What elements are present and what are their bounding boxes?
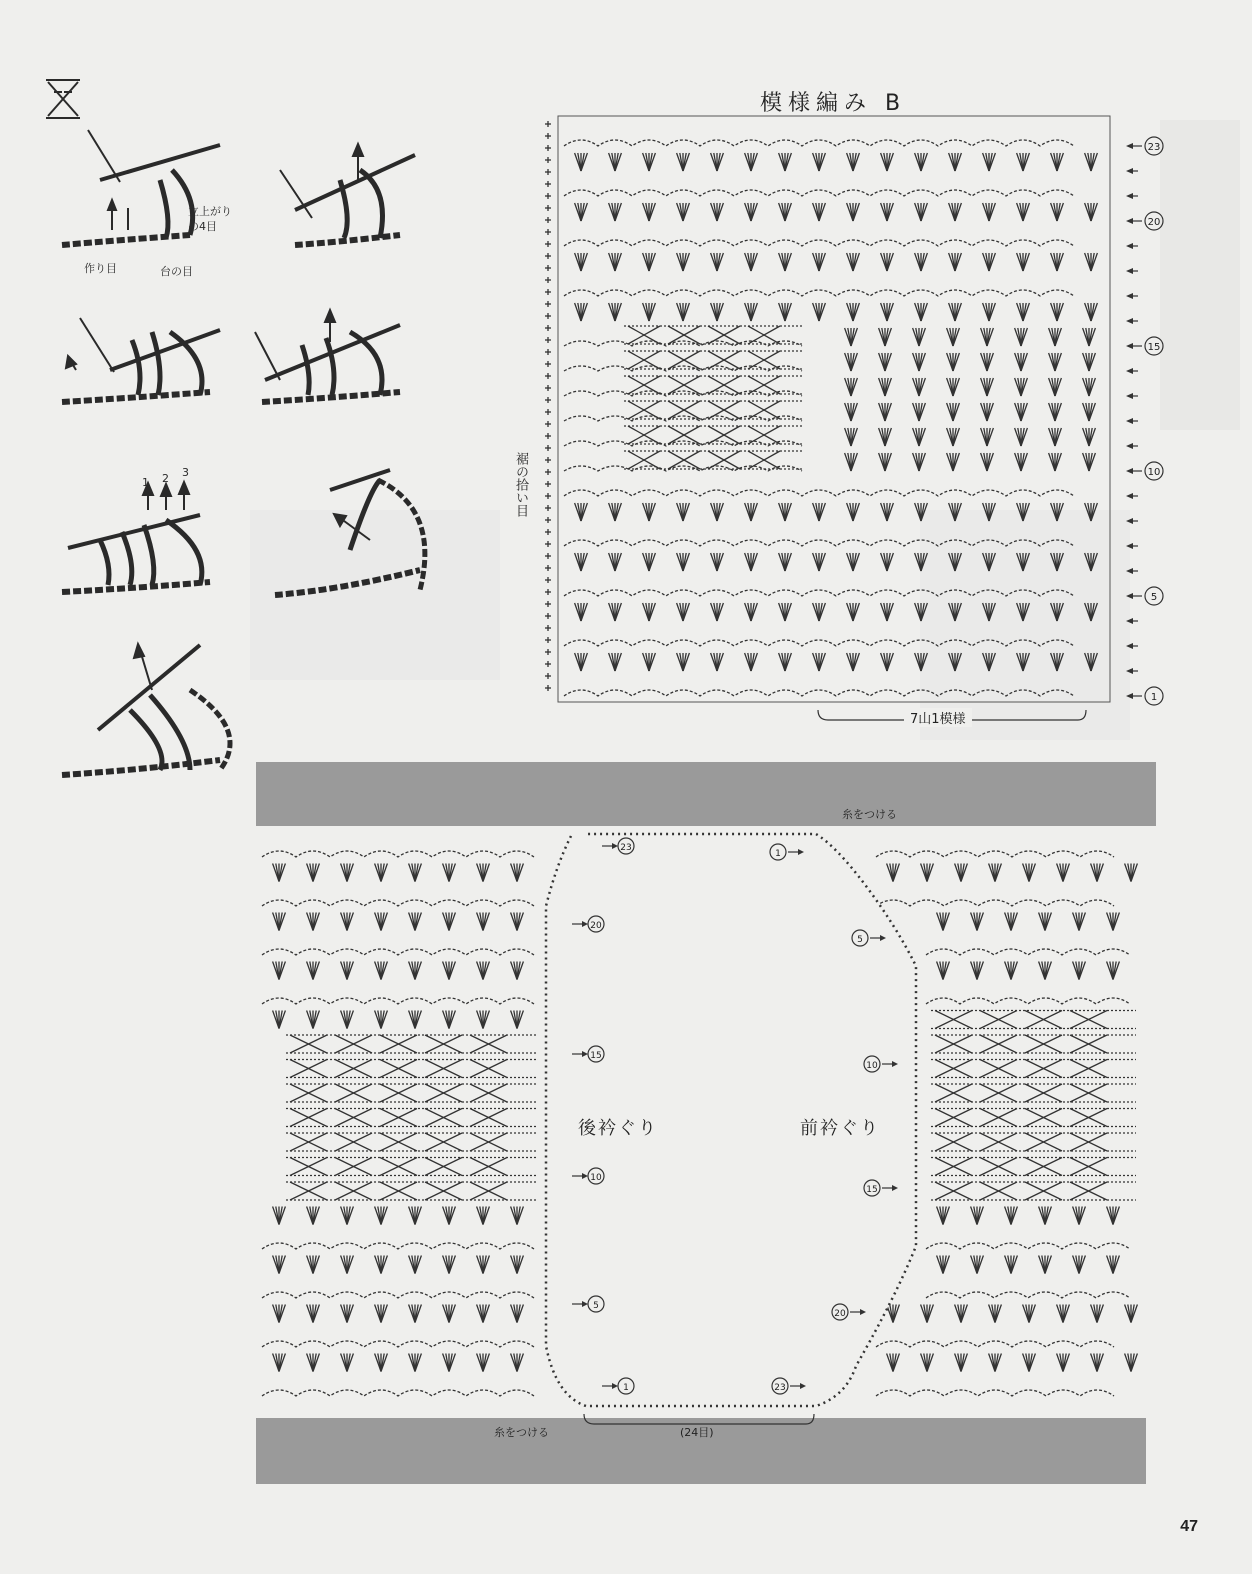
row-number: 1 (1150, 692, 1158, 703)
pattern-b-chart (530, 110, 1170, 730)
top-gray-band (256, 762, 1156, 826)
step-illustration-6 (275, 470, 425, 595)
neckline-chart (256, 826, 1156, 1418)
front-neckline-label: 前衿ぐり (800, 1118, 880, 1139)
row-number: 5 (857, 935, 863, 945)
attach-yarn-label-bottom: 糸をつける (494, 1426, 549, 1439)
row-number: 1 (623, 1383, 629, 1393)
row-number: 10 (590, 1173, 602, 1183)
row-number: 20 (590, 921, 602, 931)
turning-chain-label: 立上がり (188, 205, 232, 218)
crossed-treble-symbol-icon (46, 80, 80, 118)
pattern-b-title: 模様編み B (760, 91, 907, 116)
foundation-chain-label: 作り目 (84, 262, 117, 275)
step-number: 1 (142, 476, 149, 489)
row-number: 23 (1147, 142, 1161, 153)
step-illustration-2 (280, 144, 415, 245)
row-number: 10 (866, 1061, 878, 1071)
stitch-illustrations (40, 70, 500, 810)
row-number: 23 (774, 1383, 786, 1393)
step-number: 3 (182, 466, 189, 479)
row-number: 5 (1150, 592, 1158, 603)
back-neckline-label: 後衿ぐり (578, 1118, 658, 1139)
step-number: 2 (162, 472, 169, 485)
stitch-count-bracket (580, 1410, 820, 1440)
step-illustration-3 (62, 318, 220, 402)
row-number: 1 (775, 849, 781, 859)
base-stitch-label: 台の目 (160, 265, 193, 278)
bleed-through-shade (1160, 120, 1240, 430)
page-number: 47 (1180, 1518, 1198, 1535)
step-illustration-5 (62, 482, 210, 592)
row-number: 23 (620, 843, 632, 853)
row-number: 20 (1147, 217, 1161, 228)
row-number: 20 (834, 1309, 846, 1319)
step-illustration-4 (255, 310, 400, 402)
stitch-count-label: (24目) (680, 1426, 714, 1439)
step-illustration-7 (62, 644, 230, 775)
row-number: 15 (1147, 342, 1161, 353)
attach-yarn-label-top: 糸をつける (842, 808, 897, 821)
turning-chain-count-label: の4目 (188, 220, 217, 233)
pattern-b-side-label: 裾の拾い目 (513, 452, 528, 517)
row-number: 10 (1147, 467, 1161, 478)
row-number: 15 (866, 1185, 878, 1195)
row-number: 5 (593, 1301, 599, 1311)
row-number: 15 (590, 1051, 602, 1061)
pattern-b-repeat-label: 7山1模様 (904, 708, 972, 727)
